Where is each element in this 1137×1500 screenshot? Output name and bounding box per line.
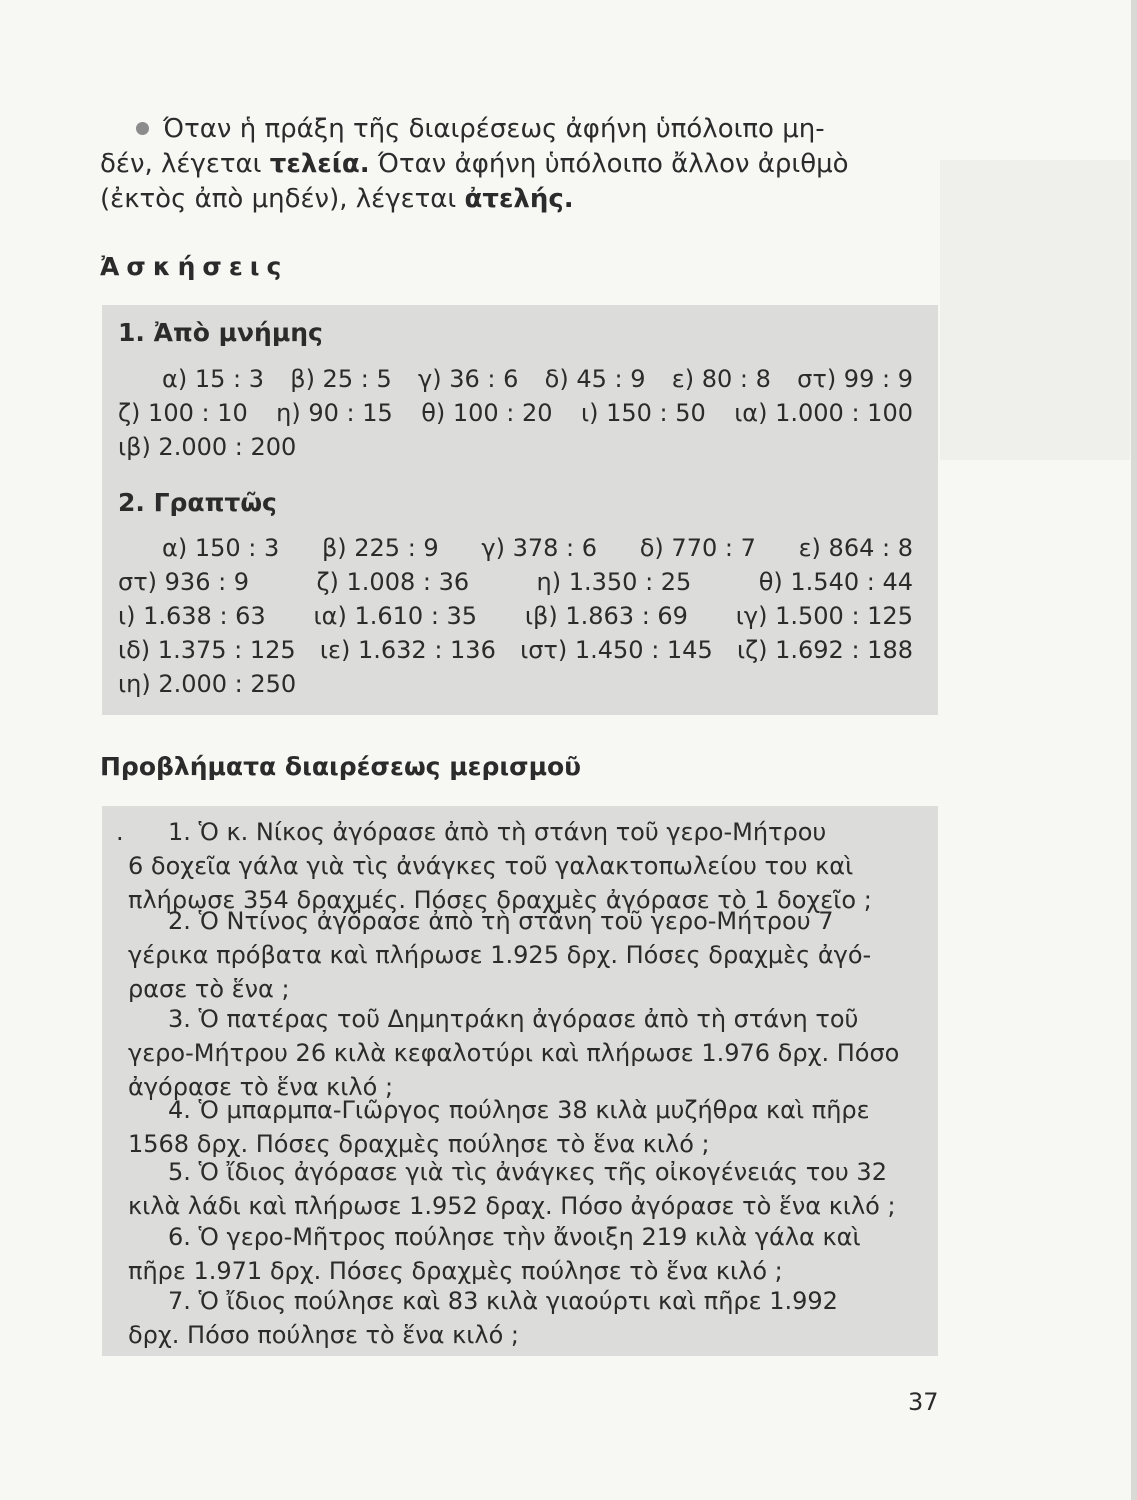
page-edge-shadow bbox=[1131, 0, 1137, 1500]
term-incomplete: ἀτελής. bbox=[464, 184, 574, 214]
written-row-4: ιδ) 1.375 : 125 ιε) 1.632 : 136 ιστ) 1.450 : 145 ιζ) 1.692 : 188 bbox=[118, 636, 913, 664]
term-complete: τελεία. bbox=[269, 149, 370, 179]
stray-dot: . bbox=[116, 818, 124, 846]
exercises-heading: Ἀσκήσεις bbox=[100, 252, 289, 281]
intro-paragraph: Όταν ἡ πράξη τῆς διαιρέσεως ἀφήνη ὑπόλοιπο μη- δέν, λέγεται τελεία. Όταν ἀφήνη ὑπόλοιπο ἄλλον ἀριθμὸ (ἐκτὸς ἀπὸ μηδέν), λέγεται ἀτελής. bbox=[100, 114, 849, 214]
problem-6: 6. Ὁ γερο-Μῆτρος πούλησε τὴν ἄνοιξη 219 κιλὰ γάλα καὶ πῆρε 1.971 δρχ. Πόσες δραχμὲς πούλησε τὸ ἕνα κιλό ; bbox=[128, 1223, 861, 1285]
oral-row-2: ζ) 100 : 10 η) 90 : 15 θ) 100 : 20 ι) 150 : 50 ια) 1.000 : 100 bbox=[118, 399, 913, 427]
page-number: 37 bbox=[908, 1388, 939, 1416]
problem-1: . 1. Ὁ κ. Νίκος ἀγόρασε ἀπὸ τὴ στάνη τοῦ γερο-Μήτρου 6 δοχεῖα γάλα γιὰ τὶς ἀνάγκες τοῦ γαλακτοπωλείου του καὶ πλήρωσε 354 δραχμές. Πόσες δραχμὲς ἀγόρασε τὸ 1 δοχεῖο ; bbox=[128, 815, 913, 917]
section-written-title: 2. Γραπτῶς bbox=[118, 488, 277, 517]
written-row-3: ι) 1.638 : 63 ια) 1.610 : 35 ιβ) 1.863 : 69 ιγ) 1.500 : 125 bbox=[118, 602, 913, 630]
problem-7: 7. Ὁ ἴδιος πούλησε καὶ 83 κιλὰ γιαούρτι καὶ πῆρε 1.992 δρχ. Πόσο πούλησε τὸ ἕνα κιλό ; bbox=[128, 1287, 838, 1349]
problem-3: 3. Ὁ πατέρας τοῦ Δημητράκη ἀγόρασε ἀπὸ τὴ στάνη τοῦ γερο-Μήτρου 26 κιλὰ κεφαλοτύρι καὶ πλήρωσε 1.976 δρχ. Πόσο ἀγόρασε τὸ ἕνα κιλό ; bbox=[128, 1005, 900, 1101]
problem-5: 5. Ὁ ἴδιος ἀγόρασε γιὰ τὶς ἀνάγκες τῆς οἰκογένειάς του 32 κιλὰ λάδι καὶ πλήρωσε 1.952 δραχ. Πόσο ἀγόρασε τὸ ἕνα κιλό ; bbox=[128, 1158, 896, 1220]
written-row-5: ιη) 2.000 : 250 bbox=[118, 670, 297, 698]
written-row-2: στ) 936 : 9 ζ) 1.008 : 36 η) 1.350 : 25 θ) 1.540 : 44 bbox=[118, 568, 913, 596]
problems-heading: Προβλήματα διαιρέσεως μερισμοῦ bbox=[100, 752, 582, 781]
problem-4: 4. Ὁ μπαρμπα-Γιῶργος πούλησε 38 κιλὰ μυζήθρα καὶ πῆρε 1568 δρχ. Πόσες δραχμὲς πούλησε τὸ ἕνα κιλό ; bbox=[128, 1096, 870, 1158]
bleed-through-right bbox=[940, 160, 1130, 460]
section-oral-title: 1. Ἀπὸ μνήμης bbox=[118, 318, 323, 347]
bullet-icon bbox=[136, 122, 149, 135]
written-row-1: α) 150 : 3 β) 225 : 9 γ) 378 : 6 δ) 770 : 7 ε) 864 : 8 bbox=[162, 534, 913, 562]
oral-row-1: α) 15 : 3 β) 25 : 5 γ) 36 : 6 δ) 45 : 9 ε) 80 : 8 στ) 99 : 9 bbox=[162, 365, 913, 393]
problem-2: 2. Ὁ Ντίνος ἀγόρασε ἀπὸ τὴ στάνη τοῦ γερο-Μήτρου 7 γέρικα πρόβατα καὶ πλήρωσε 1.925 δρχ. Πόσες δραχμὲς ἀγό-ρασε τὸ ἕνα ; bbox=[128, 907, 872, 1003]
oral-row-3: ιβ) 2.000 : 200 bbox=[118, 433, 297, 461]
